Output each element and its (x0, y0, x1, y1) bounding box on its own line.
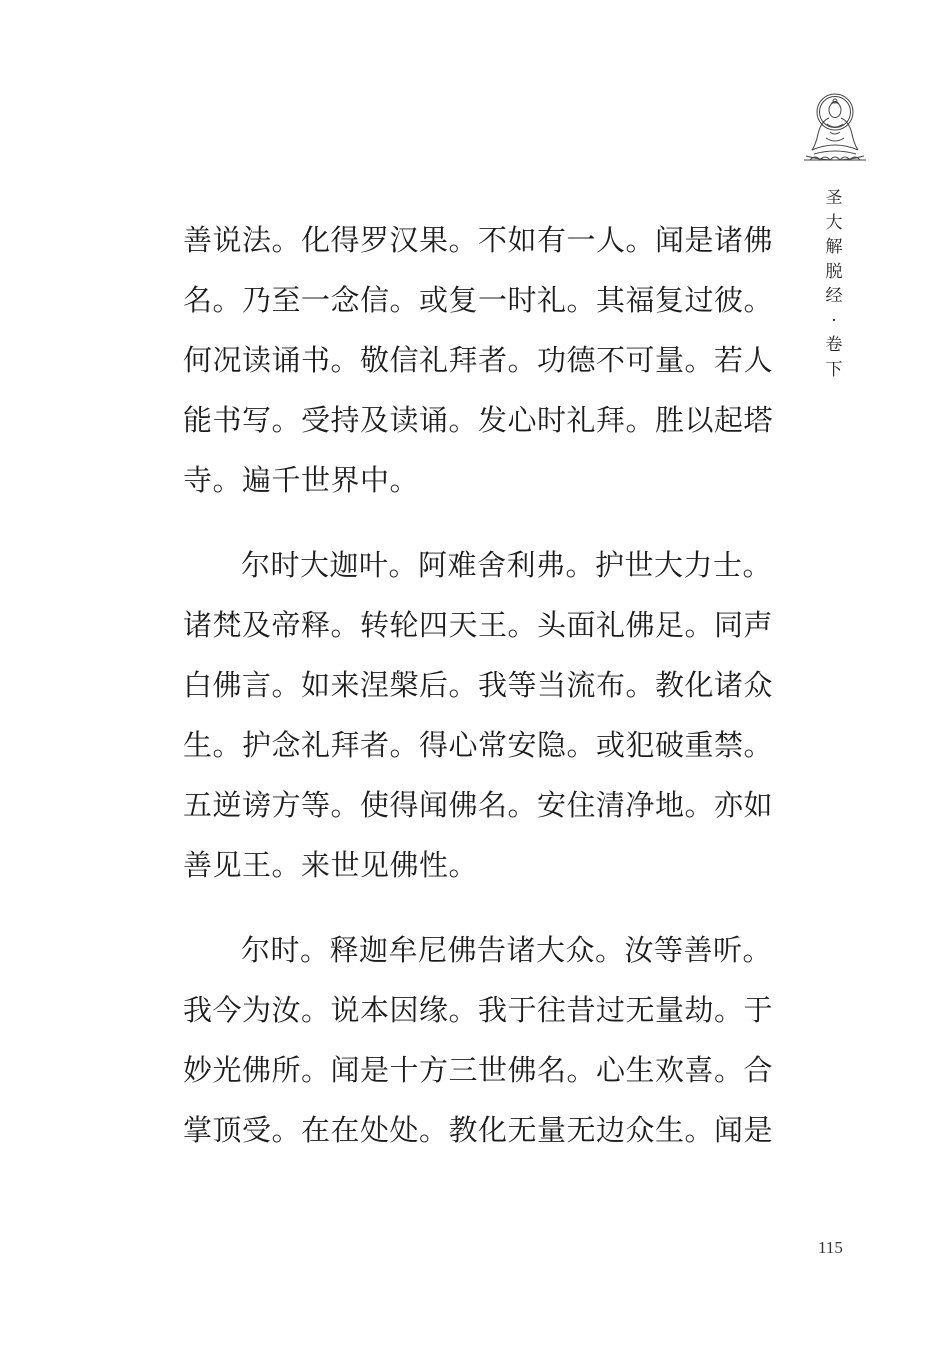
text-line: 生。护念礼拜者。得心常安隐。或犯破重禁。 (183, 728, 774, 762)
text-line: 善说法。化得罗汉果。不如有一人。闻是诸佛 (183, 223, 774, 257)
title-char: 解 (825, 237, 843, 257)
paragraph (183, 920, 774, 1160)
title-char: 大 (825, 212, 843, 233)
page-number: 115 (818, 1238, 843, 1257)
text-line: 尔时大迦叶。阿难舍利弗。护世大力士。 (241, 548, 773, 582)
paragraph (183, 535, 774, 895)
title-char: · (831, 310, 837, 331)
text-line: 我今为汝。说本因缘。我于往昔过无量劫。于 (183, 993, 774, 1027)
running-book-title (822, 186, 846, 382)
title-char: 卷 (825, 335, 843, 355)
text-line: 尔时。释迦牟尼佛告诸大众。汝等善听。 (241, 933, 773, 967)
text-line: 诸梵及帝释。转轮四天王。头面礼佛足。同声 (183, 608, 774, 642)
paragraph (183, 210, 774, 510)
text-line: 妙光佛所。闻是十方三世佛名。心生欢喜。合 (183, 1053, 774, 1087)
text-line: 何况读诵书。敬信礼拜者。功德不可量。若人 (183, 343, 774, 377)
text-line: 寺。遍千世界中。 (183, 463, 420, 497)
title-char: 下 (825, 359, 843, 380)
text-line: 能书写。受持及读诵。发心时礼拜。胜以起塔 (183, 403, 774, 437)
seated-buddha-icon (800, 88, 870, 168)
text-line: 五逆谤方等。使得闻佛名。安住清净地。亦如 (183, 788, 774, 822)
text-line: 名。乃至一念信。或复一时礼。其福复过彼。 (183, 283, 774, 317)
text-line: 掌顶受。在在处处。教化无量无边众生。闻是 (183, 1113, 774, 1147)
title-char: 圣 (825, 188, 843, 208)
text-line: 善见王。来世见佛性。 (183, 848, 479, 882)
page-body (183, 210, 774, 1160)
title-char: 经 (825, 286, 843, 306)
title-char: 脱 (825, 261, 843, 282)
text-line: 白佛言。如来涅槃后。我等当流布。教化诸众 (183, 668, 774, 702)
